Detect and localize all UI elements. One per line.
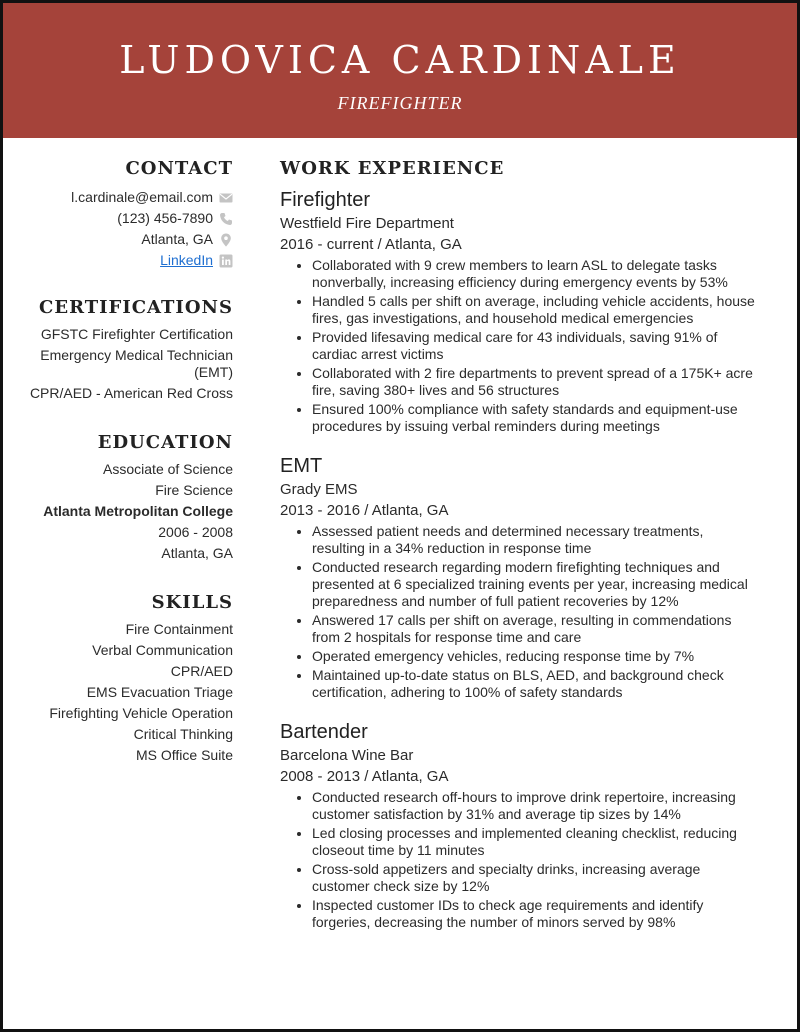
phone-icon [219,212,233,226]
job-entry [280,453,760,701]
job-bullet: • Operated emergency vehicles, reducing response time by 7% [312,648,760,665]
job-company: Westfield Fire Department [280,215,454,232]
job-bullet: • Led closing processes and implemented cleaning checklist, reducing closeout time by 11 minutes [312,825,760,859]
contact-title: CONTACT [125,158,233,179]
job-bullet: • Collaborated with 9 crew members to learn ASL to delegate tasks nonverbally, increasing efficiency during emergency events by 53% [312,257,760,291]
left-column [3,158,233,768]
contact-location-row [3,229,233,250]
skills-title: SKILLS [151,592,233,613]
certification-item: Emergency Medical Technician (EMT) [40,347,233,380]
experience-title: WORK EXPERIENCE [280,158,505,179]
job-meta: 2016 - current / Atlanta, GA [280,236,462,253]
job-bullets [280,523,760,701]
job-title: Firefighter [280,189,371,211]
job-bullet: • Inspected customer IDs to check age requirements and identify forgeries, decreasing the number of minors served by 98% [312,897,760,931]
job-bullet: • Cross-sold appetizers and specialty drinks, increasing average customer check size by 12% [312,861,760,895]
job-bullet: • Handled 5 calls per shift on average, including vehicle accidents, house fires, gas investigations, and household medical emergencies [312,293,760,327]
section-gap [3,566,233,592]
job-title: EMT [280,455,323,477]
job-company: Grady EMS [280,481,358,498]
job-meta: 2008 - 2013 / Atlanta, GA [280,768,449,785]
skill-item: Firefighting Vehicle Operation [49,705,233,721]
skill-item: MS Office Suite [135,747,233,763]
resume-header [3,3,797,138]
certifications-title: CERTIFICATIONS [39,297,233,318]
education-field: Fire Science [155,482,233,498]
job-bullet: • Collaborated with 2 fire departments to prevent spread of a 175K+ acre fire, saving 380+ lives and 56 structures [312,365,760,399]
linkedin-link[interactable]: LinkedIn [160,252,213,268]
job-bullet: • Conducted research regarding modern firefighting techniques and presented at 6 specialized training events per year, increasing medical preparedness and number of full patient recoveries by 12% [312,559,760,610]
skill-item: Critical Thinking [133,726,233,742]
job-bullet: • Assessed patient needs and determined necessary treatments, resulting in a 34% reduction in response time [312,523,760,557]
job-bullet: • Ensured 100% compliance with safety standards and equipment-use procedures by issuing verbal reminders during meetings [312,401,760,435]
job-title: Bartender [280,721,368,743]
job-entry [280,719,760,931]
skill-item: EMS Evacuation Triage [86,684,233,700]
job-entry [280,187,760,435]
education-dates: 2006 - 2008 [158,524,233,540]
contact-linkedin-row [3,250,233,271]
skill-item: Verbal Communication [92,642,233,658]
contact-section [3,158,233,271]
certification-item: CPR/AED - American Red Cross [29,385,233,401]
contact-email[interactable]: l.cardinale@email.com [71,189,213,205]
linkedin-icon [219,254,233,268]
certification-item: GFSTC Firefighter Certification [40,326,233,342]
skill-item: CPR/AED [170,663,233,679]
job-meta: 2013 - 2016 / Atlanta, GA [280,502,449,519]
education-section [3,432,233,562]
job-bullets [280,257,760,435]
section-gap [3,406,233,432]
job-bullet: • Answered 17 calls per shift on average, resulting in commendations from 2 hospitals for response time and care [312,612,760,646]
contact-phone[interactable]: (123) 456-7890 [117,210,213,226]
education-school: Atlanta Metropolitan College [43,503,233,519]
candidate-name: LUDOVICA CARDINALE [119,38,681,82]
envelope-icon [219,191,233,205]
map-pin-icon [219,233,233,247]
job-company: Barcelona Wine Bar [280,747,414,764]
section-gap [3,271,233,297]
job-bullet: • Provided lifesaving medical care for 43 individuals, saving 91% of cardiac arrest victims [312,329,760,363]
contact-email-row [3,187,233,208]
contact-location: Atlanta, GA [141,231,213,247]
job-bullets [280,789,760,931]
education-location: Atlanta, GA [161,545,233,561]
education-degree: Associate of Science [103,461,233,477]
right-column [280,158,760,949]
skills-section [3,592,233,764]
job-bullet: • Maintained up-to-date status on BLS, AED, and background check certification, adhering to 100% of safety standards [312,667,760,701]
contact-phone-row [3,208,233,229]
job-bullet: • Conducted research off-hours to improve drink repertoire, increasing customer satisfaction by 31% and average tip sizes by 14% [312,789,760,823]
skill-item: Fire Containment [125,621,233,637]
certifications-section [3,297,233,402]
education-title: EDUCATION [97,432,233,453]
candidate-role: FIREFIGHTER [337,93,463,113]
